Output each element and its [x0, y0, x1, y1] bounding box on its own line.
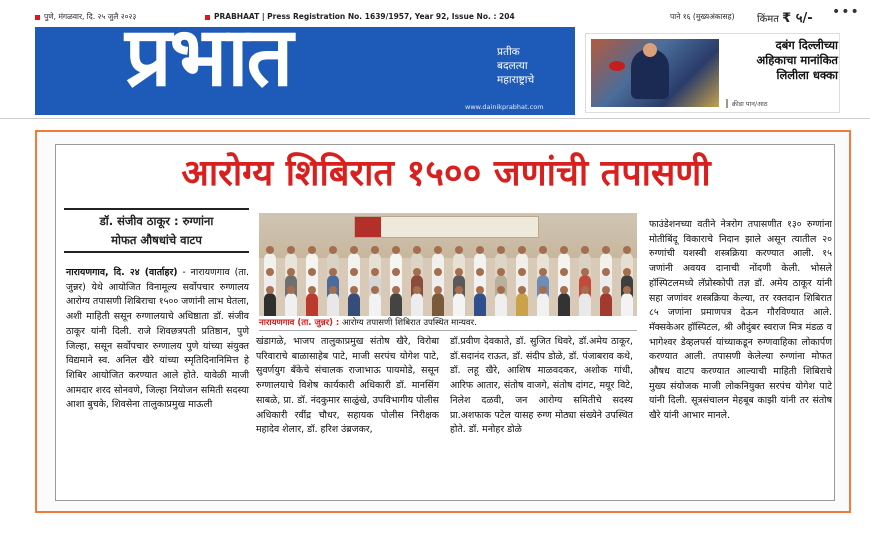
headline-teaser[interactable]: [585, 33, 840, 113]
event-group-photo: [259, 213, 637, 316]
paddle-icon: [609, 61, 625, 71]
article: [55, 144, 835, 501]
article-column-4: फाउंडेशनच्या वतीने नेत्ररोग तपासणीत १३० रुग्णांना मोतीबिंदू विकाराचे निदान झाले असून त्यातील २० रुग्णांची यशस्वी शस्त्रक्रिया करण्यात आली. १५ जणांनी अवयव दानाची नोंदणी केली. भोसले हॉस्पिटलमध्ये लॅप्रोस्कोपी तज्ञ डॉ. अमेय ठाकूर यांनी सहा जणांवर शस्त्रक्रिया केल्या, तर रक्तदान शिबिरात ८५ जणांना प्रमाणपत्र देऊन गौरविण्यात आले. मॅक्सकेअर हॉस्पिटल, श्री औदुंबर स्वराज मित्र मंडळ व भागेश्वर डेव्हलपर्स यांच्याकडून रुग्णवाहिका लोकार्पण करण्यात आली. तपासणी केलेल्या रुग्णांना मोफत औषध वाटप करण्यात आल्याची माहिती शिबिराचे मुख्य संयोजक माजी लोकनियुक्त सरपंच योगेश पाटे यांनी दिली. सूत्रसंचालन मेहबूब काझी यांनी तर संतोष खैरे यांनी आभार मानले.: [649, 219, 832, 422]
teaser-section-label: क्रीडा पान/आठ: [726, 99, 836, 108]
table-tennis-photo: [591, 39, 719, 107]
crowd-front-row: [259, 293, 637, 316]
publication-info: PRABHAAT | Press Registration No. 1639/1957, Year 92, Issue No. : 204: [205, 12, 515, 21]
masthead-tagline: प्रतीक बदलत्या महाराष्ट्राचे: [497, 46, 535, 86]
stage-banner: [354, 216, 539, 238]
article-headline: आरोग्य शिबिरात १५०० जणांची तपासणी: [181, 153, 711, 194]
article-column-1: नारायणगाव, दि. २४ (वार्ताहर) - नारायणगाव (ता. जुन्नर) येथे आयोजित विनामूल्य सर्वोपचार रुग्णालय आरोग्य तपासणी शिबिराचा १५०० जणांनी लाभ घेतला, अशी माहिती ससून रुग्णालयाचे अधिष्ठाता डॉ. संजीव ठाकूर यांनी दिली. राजे शिवछत्रपती प्रतिष्ठान, पुणे जिल्हा, ससून सर्वोपचार रुग्णालय पुणे यांच्या संयुक्त विद्यमाने स्व. अनिल खैरे यांच्या स्मृतिदिनानिमित्त हे शिबिर आयोजित करण्यात आले होते. यावेळी माजी आमदार शरद सोनवणे, जिल्हा नियोजन समिती सदस्या आशा बुचके, शिवसेना तालुकाप्रमुख माऊली: [66, 267, 249, 411]
photo-caption: नारायणगाव (ता. जुन्नर) : आरोग्य तपासणी शिबिरात उपस्थित मान्यवर.: [259, 316, 637, 331]
article-column-2: खंडागळे, भाजप तालुकाप्रमुख संतोष खैरे, विरोबा परिवाराचे बाळासाहेब पाटे, माजी सरपंच योगेश पाटे, सुवर्णयुग बँकेचे संचालक राजाभाऊ पायमोडे, ससून रुग्णालयाचे विशेष कार्यकारी अधिकारी डॉ. मानसिंग साबळे, प्रा. डॉ. नंदकुमार साळुंखे, उपविभागीय पोलीस अधिकारी रवींद्र चौधर, सहायक पोलीस निरीक्षक महादेव शेलार, डॉ. हरिश उंब्रजकर,: [256, 336, 439, 436]
website-url: www.dainikprabhat.com: [465, 103, 544, 111]
newspaper-logo: प्रभात: [125, 27, 292, 105]
edition-date: पुणे, मंगळवार, दि. २५ जुलै २०२३: [35, 12, 136, 22]
more-options-icon[interactable]: •••: [832, 4, 860, 20]
article-column-3: डॉ.प्रवीण देवकाते, डॉ. सुजित धिवरे, डॉ.अमेय ठाकूर, डॉ.सदानंद राऊत, डॉ. संदीप डोळे, डॉ. पंजाबराव कथे, डॉ. लहू खैरे, आशिष माळवदकर, अशोक गांधी, आरिफ आतार, संतोष वाजगे, संतोष दांगट, मयूर विटे, निलेश दळवी, जन आरोग्य समितीचे सदस्य प्रा.अशफाक पटेल यासह रुग्ण मोठ्या संख्येने उपस्थित होते. डॉ. मनोहर डोळे: [450, 336, 633, 436]
teaser-headline: दबंग दिल्लीच्या अहिकाचा मानांकित लिलीला धक्का: [756, 38, 838, 82]
dateline: नारायणगाव, दि. २४ (वार्ताहर): [66, 267, 178, 278]
price: किंमत ₹ ५/-: [757, 11, 813, 26]
divider: [0, 118, 870, 119]
article-subhead: डॉ. संजीव ठाकूर : रुग्णांना मोफत औषधांचे वाटप: [64, 208, 249, 253]
top-info-strip: [0, 0, 870, 26]
masthead: [35, 27, 575, 115]
bullet-square-icon: [205, 15, 210, 20]
page-count: पाने १६ (मुख्यअंकासह): [670, 12, 735, 21]
article-clipping-frame: [35, 130, 851, 513]
bullet-square-icon: [35, 15, 40, 20]
